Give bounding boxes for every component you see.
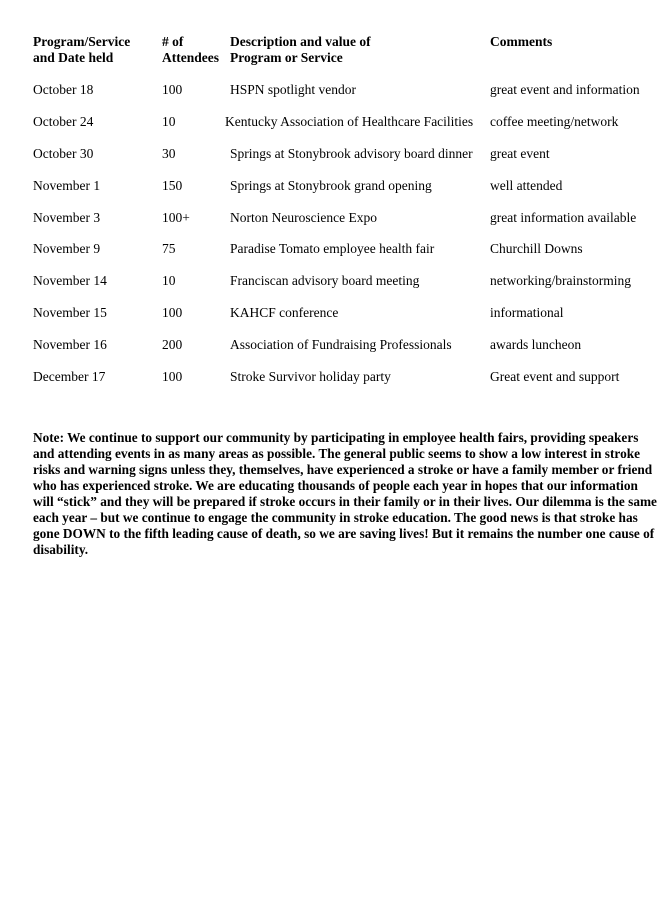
cell-attendees: 100 [162, 305, 183, 321]
header-comments [490, 34, 552, 50]
table-row [0, 303, 671, 335]
note-paragraph: Note: We continue to support our community by participating in employee health fairs, providing speakers and attending events in as many areas as possible. The general public seems to show a low interest in stroke risks and warning signs unless they, themselves, have experienced a stroke or have a family member or friend who has experienced stroke. We are educating thousands of people each year in hopes that our information will “stick” and they will be prepared if stroke occurs in their family or in their lives. Our dilemma is the same each year – but we continue to engage the community in stroke education. The good news is that stroke has gone DOWN to the fifth leading cause of death, so we are saving lives! But it remains the number one cause of disability. [33, 430, 657, 557]
header-description [230, 34, 371, 66]
cell-description: Springs at Stonybrook grand opening [230, 177, 432, 193]
cell-date: November 9 [33, 241, 101, 257]
cell-attendees: 100 [162, 82, 183, 97]
cell-description: Norton Neuroscience Expo [230, 209, 377, 225]
cell-date: November 16 [33, 337, 107, 353]
cell-comment: networking/brainstorming [490, 273, 631, 289]
cell-description: Franciscan advisory board meeting [230, 273, 420, 289]
table-row [0, 335, 671, 367]
cell-date: November 14 [33, 273, 107, 289]
cell-date: October 24 [33, 113, 94, 129]
cell-attendees: 100+ [162, 209, 190, 225]
cell-attendees: 10 [162, 273, 176, 289]
cell-comment: great information available [490, 209, 637, 225]
cell-date: November 15 [33, 305, 107, 321]
cell-attendees: 30 [162, 145, 176, 161]
header-attendees [162, 34, 219, 66]
header-program-line2: and Date held [33, 50, 114, 65]
cell-attendees: 150 [162, 177, 183, 193]
table-row [0, 112, 671, 144]
cell-description: HSPN spotlight vendor [230, 82, 357, 97]
table-row [0, 176, 671, 208]
cell-attendees: 75 [162, 241, 176, 257]
table-row [0, 208, 671, 240]
cell-date: October 30 [33, 145, 94, 161]
header-description-line2: Program or Service [230, 50, 343, 65]
table-row [0, 271, 671, 303]
cell-comment: coffee meeting/network [490, 113, 619, 129]
cell-comment: awards luncheon [490, 337, 582, 353]
cell-attendees: 10 [162, 113, 176, 129]
cell-date: November 1 [33, 177, 101, 193]
table-row [0, 239, 671, 271]
cell-description: Stroke Survivor holiday party [230, 369, 391, 385]
cell-description: Kentucky Association of Healthcare Facilities [225, 113, 474, 129]
cell-comment: Churchill Downs [490, 241, 583, 257]
cell-attendees: 100 [162, 369, 183, 385]
cell-description: Springs at Stonybrook advisory board dinner [230, 145, 473, 161]
header-comments-line1: Comments [490, 34, 553, 49]
cell-attendees: 200 [162, 337, 183, 353]
table-row [0, 144, 671, 176]
table-row [0, 80, 671, 112]
header-attendees-line1: # of [162, 34, 184, 49]
header-program [33, 34, 130, 66]
cell-comment: informational [490, 305, 564, 321]
cell-description: KAHCF conference [230, 305, 339, 321]
header-description-line1: Description and value of [230, 34, 371, 49]
cell-description: Paradise Tomato employee health fair [230, 241, 435, 257]
cell-comment: Great event and support [490, 369, 620, 385]
table-row [0, 367, 671, 399]
events-table [0, 80, 671, 399]
cell-date: November 3 [33, 209, 101, 225]
header-attendees-line2: Attendees [162, 50, 219, 65]
cell-date: October 18 [33, 82, 94, 97]
header-program-line1: Program/Service [33, 34, 131, 49]
cell-comment: great event and information [490, 82, 640, 97]
cell-description: Association of Fundraising Professionals [230, 337, 452, 353]
cell-comment: well attended [490, 177, 563, 193]
cell-date: December 17 [33, 369, 106, 385]
cell-comment: great event [490, 145, 550, 161]
